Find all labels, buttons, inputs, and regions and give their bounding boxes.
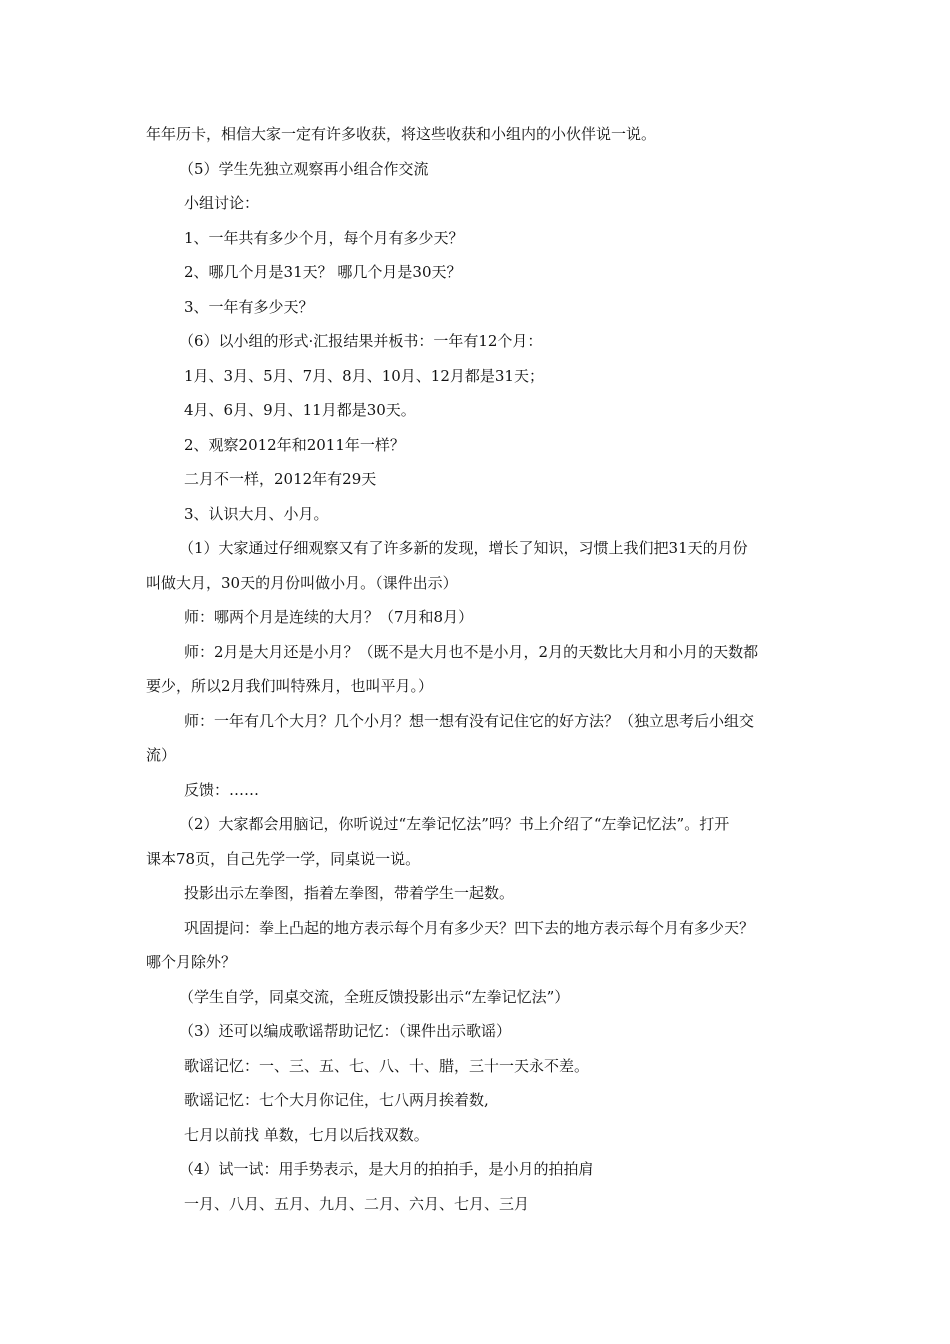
text-line: （3）还可以编成歌谣帮助记忆：（课件出示歌谣）	[179, 1022, 512, 1040]
text-line: 反馈：……	[184, 780, 260, 799]
text-line: 3、认识大月、小月。	[184, 504, 329, 523]
text-line: 2、观察2012年和2011年一样？	[184, 435, 405, 454]
text-line: 投影出示左拳图，指着左拳图，带着学生一起数。	[184, 884, 515, 902]
text-line: 师：哪两个月是连续的大月？（7月和8月）	[184, 608, 474, 626]
text-line: 小组讨论：	[184, 194, 260, 212]
text-line: 4月、6月、9月、11月都是30天。	[184, 401, 416, 419]
text-line: （6）以小组的形式·汇报结果并板书：一年有12个月：	[179, 332, 543, 350]
text-line: 师：一年有几个大月？几个小月？想一想有没有记住它的好方法？（独立思考后小组交	[184, 711, 755, 730]
text-line: （2）大家都会用脑记，你听说过“左拳记忆法”吗？书上介绍了“左拳记忆法”。打开	[179, 815, 730, 833]
text-line: 二月不一样，2012年有29天	[184, 470, 377, 488]
text-line: 3、一年有多少天？	[184, 297, 314, 316]
document-body	[146, 122, 812, 1226]
text-line: 一月、八月、五月、九月、二月、六月、七月、三月	[184, 1194, 530, 1213]
text-line: 巩固提问：拳上凸起的地方表示每个月有多少天？凹下去的地方表示每个月有多少天？	[184, 918, 755, 937]
text-line: 1月、3月、5月、7月、8月、10月、12月都是31天；	[184, 366, 544, 385]
text-line: 哪个月除外？	[146, 953, 237, 971]
text-line: （学生自学，同桌交流，全班反馈投影出示“左拳记忆法”）	[179, 987, 570, 1006]
text-line: 流）	[146, 746, 177, 764]
text-line: 年年历卡，相信大家一定有许多收获，将这些收获和小组内的小伙伴说一说。	[146, 125, 657, 143]
text-line: （5）学生先独立观察再小组合作交流	[179, 159, 429, 178]
text-line: 歌谣记忆：七个大月你记住，七八两月挨着数,	[184, 1091, 489, 1109]
text-line: （4）试一试：用手势表示，是大月的拍拍手，是小月的拍拍肩	[179, 1160, 594, 1178]
text-line: （1）大家通过仔细观察又有了许多新的发现，增长了知识，习惯上我们把31天的月份	[179, 539, 748, 557]
text-line: 师：2月是大月还是小月？（既不是大月也不是小月，2月的天数比大月和小月的天数都	[184, 642, 759, 661]
text-line: 要少，所以2月我们叫特殊月，也叫平月。）	[146, 677, 434, 695]
text-line: 叫做大月，30天的月份叫做小月。（课件出示）	[146, 573, 458, 592]
text-line: 1、一年共有多少个月，每个月有多少天？	[184, 228, 464, 247]
text-line: 七月以前找 单数，七月以后找双数。	[184, 1125, 429, 1144]
text-line: 课本78页，自己先学一学，同桌说一说。	[146, 849, 421, 868]
text-line: 歌谣记忆：一、三、五、七、八、十、腊，三十一天永不差。	[184, 1056, 590, 1075]
text-line: 2、哪几个月是31天？ 哪几个月是30天？	[184, 263, 462, 281]
